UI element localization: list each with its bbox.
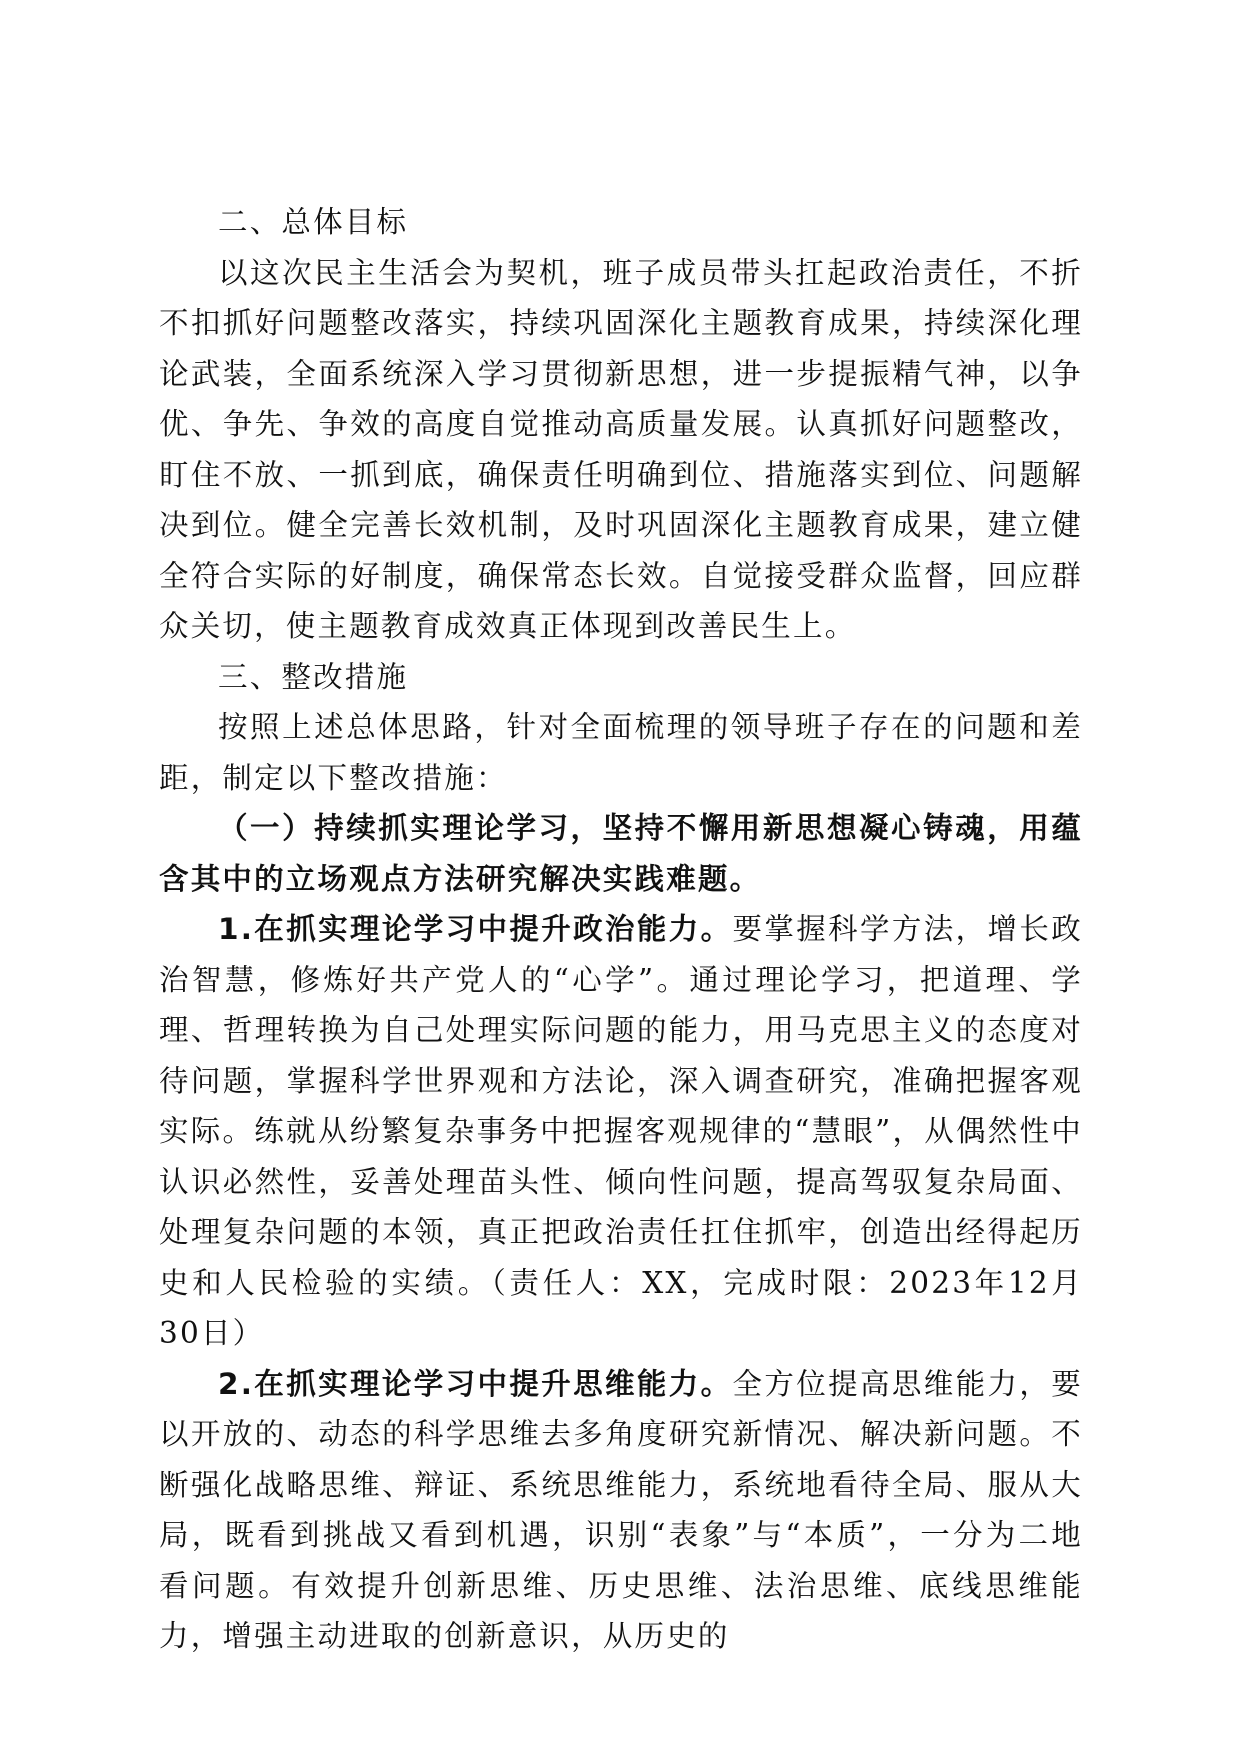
item-1-paragraph xyxy=(159,904,1083,1359)
goal-paragraph: 以这次民主生活会为契机，班子成员带头扛起政治责任，不折不扣抓好问题整改落实，持续巩固深化主题教育成果，持续深化理论武装，全面系统深入学习贯彻新思想，进一步提振精气神，以争优、争先、争效的高度自觉推动高质量发展。认真抓好问题整改，盯住不放、一抓到底，确保责任明确到位、措施落实到位、问题解决到位。健全完善长效机制，及时巩固深化主题教育成果，建立健全符合实际的好制度，确保常态长效。自觉接受群众监督，回应群众关切，使主题教育成效真正体现到改善民生上。 xyxy=(159,255,1083,643)
document-page xyxy=(159,197,1083,1662)
item-1-body: 要掌握科学方法，增长政治智慧，修炼好共产党人的“心学”。通过理论学习，把道理、学理、哲理转换为自己处理实际问题的能力，用马克思主义的态度对待问题，掌握科学世界观和方法论，深入调查研究，准确把握客观实际。练就从纷繁复杂事务中把握客观规律的“慧眼”，从偶然性中认识必然性，妥善处理苗头性、倾向性问题，提高驾驭复杂局面、处理复杂问题的本领，真正把政治责任扛住抓牢，创造出经得起历史和人民检验的实绩。（责任人：XX，完成时限：2023年12月30日） xyxy=(159,912,1083,1350)
section-heading-goal: 二、总体目标 xyxy=(218,205,409,239)
section-heading-measures: 三、整改措施 xyxy=(218,659,409,694)
item-2-body: 全方位提高思维能力，要以开放的、动态的科学思维去多角度研究新情况、解决新问题。不断强化战略思维、辩证、系统思维能力，系统地看待全局、服从大局，既看到挑战又看到机遇，识别“表象”与“本质”，一分为二地看问题。有效提升创新思维、历史思维、法治思维、底线思维能力，增强主动进取的创新意识，从历史的 xyxy=(159,1366,1083,1653)
item-2-lead: 2.在抓实理论学习中提升思维能力。 xyxy=(218,1366,733,1401)
item-2-paragraph xyxy=(159,1359,1083,1662)
measures-intro-paragraph: 按照上述总体思路，针对全面梳理的领导班子存在的问题和差距，制定以下整改措施： xyxy=(159,710,1083,795)
subsection-heading-1: （一）持续抓实理论学习，坚持不懈用新思想凝心铸魂，用蕴含其中的立场观点方法研究解决实践难题。 xyxy=(159,811,1083,896)
item-1-lead: 1.在抓实理论学习中提升政治能力。 xyxy=(218,912,733,946)
